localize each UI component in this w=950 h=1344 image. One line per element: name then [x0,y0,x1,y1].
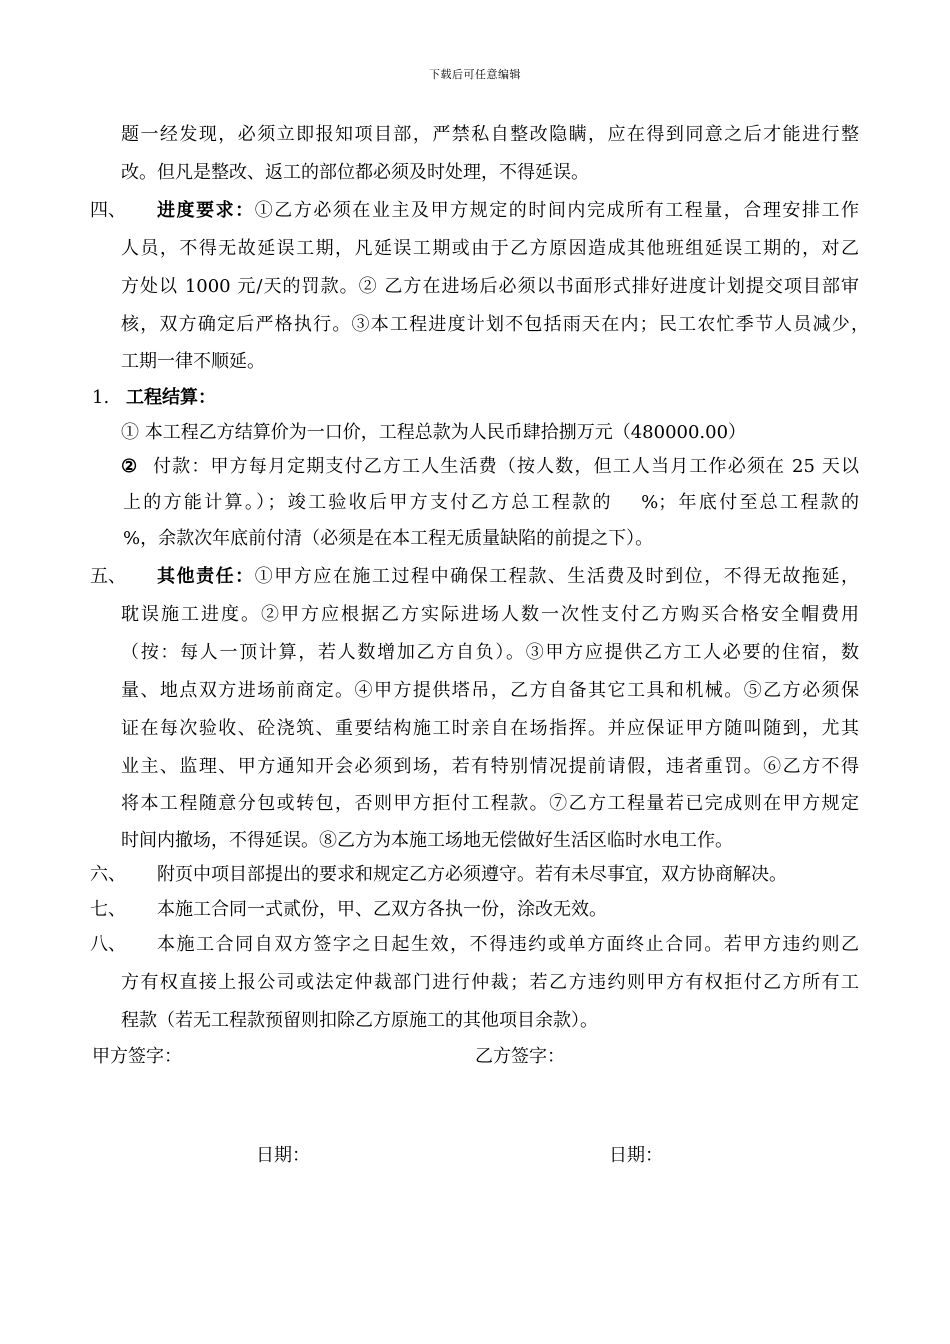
section-5-line-1 [157,565,859,589]
section-marker: 七、 [90,899,126,920]
section-marker: 五、 [90,566,126,587]
paragraph-line: 时间内撤场，不得延误。⑧乙方为本施工场地无偿做好生活区临时水电工作。 [121,830,733,851]
section-title: 进度要求： [157,200,255,221]
paragraph-line: 将本工程随意分包或转包，否则甲方拒付工程款。⑦乙方工程量若已完成则在甲方规定 [121,793,859,814]
section-4-line-1 [157,199,859,223]
section-title: 其他责任： [157,566,255,587]
paragraph-line: 人员，不得无故延误工期，凡延误工期或由于乙方原因造成其他班组延误工期的，对乙 [121,238,859,259]
paragraph-line: 上的方能计算。）；竣工验收后甲方支付乙方总工程款的 %；年底付至总工程款的 [123,492,859,513]
paragraph-line: 题一经发现，必须立即报知项目部，严禁私自整改隐瞒，应在得到同意之后才能进行整 [121,124,859,145]
paragraph-line: 附页中项目部提出的要求和规定乙方必须遵守。若有未尽事宜，双方协商解决。 [157,864,787,885]
section-title: 工程结算： [126,387,216,408]
paragraph-line: 改。但凡是整改、返工的部位都必须及时处理，不得延误。 [121,162,589,183]
section-marker: 四、 [90,200,126,221]
paragraph-line: ① 本工程乙方结算价为一口价，工程总款为人民币肆拾捌万元（480000.00） [121,422,747,443]
section-text: ①甲方应在施工过程中确保工程款、生活费及时到位，不得无故拖延， [254,566,860,587]
paragraph-line: 量、地点双方进场前商定。④甲方提供塔吊，乙方自备其它工具和机械。⑤乙方必须保 [121,680,859,701]
item-marker: ② [121,456,138,477]
paragraph-line: 工期一律不顺延。 [121,351,265,372]
paragraph-line: 付款：甲方每月定期支付乙方工人生活费（按人数，但工人当月工作必须在 25 天以 [153,456,859,477]
party-b-date-label: 日期： [609,1145,663,1166]
paragraph-line: 耽误施工进度。②甲方应根据乙方实际进场人数一次性支付乙方购买合格安全帽费用 [121,604,859,625]
paragraph-line: 方有权直接上报公司或法定仲裁部门进行仲裁；若乙方违约则甲方有权拒付乙方所有工 [121,972,859,993]
paragraph-line: 本施工合同一式贰份，甲、乙双方各执一份，涂改无效。 [157,899,607,920]
section-marker: 1. [92,387,110,408]
section-marker: 八、 [90,934,126,955]
paragraph-line: 核，双方确定后严格执行。③本工程进度计划不包括雨天在内；民工农忙季节人员减少， [121,314,869,335]
party-a-signature-label: 甲方签字： [92,1046,182,1067]
paragraph-line: （按：每人一顶计算，若人数增加乙方自负）。③甲方应提供乙方工人必要的住宿，数 [121,642,859,663]
section-text: ①乙方必须在业主及甲方规定的时间内完成所有工程量，合理安排工作 [254,200,860,221]
paragraph-line: 业主、监理、甲方通知开会必须到场，若有特别情况提前请假，违者重罚。⑥乙方不得 [121,756,859,777]
party-b-signature-label: 乙方签字： [475,1046,565,1067]
page-header: 下载后可任意编辑 [429,68,521,81]
paragraph-line: %，余款次年底前付清（必须是在本工程无质量缺陷的前提之下）。 [123,528,654,549]
paragraph-line: 证在每次验收、砼浇筑、重要结构施工时亲自在场指挥。并应保证甲方随叫随到，尤其 [121,718,859,739]
party-a-date-label: 日期： [256,1145,310,1166]
paragraph-line: 本施工合同自双方签字之日起生效，不得违约或单方面终止合同。若甲方违约则乙 [157,934,859,955]
paragraph-line: 程款（若无工程款预留则扣除乙方原施工的其他项目余款）。 [121,1010,598,1031]
paragraph-line: 方处以 1000 元/天的罚款。② 乙方在进场后必须以书面形式排好进度计划提交项目部审 [121,276,859,297]
section-marker: 六、 [90,864,126,885]
